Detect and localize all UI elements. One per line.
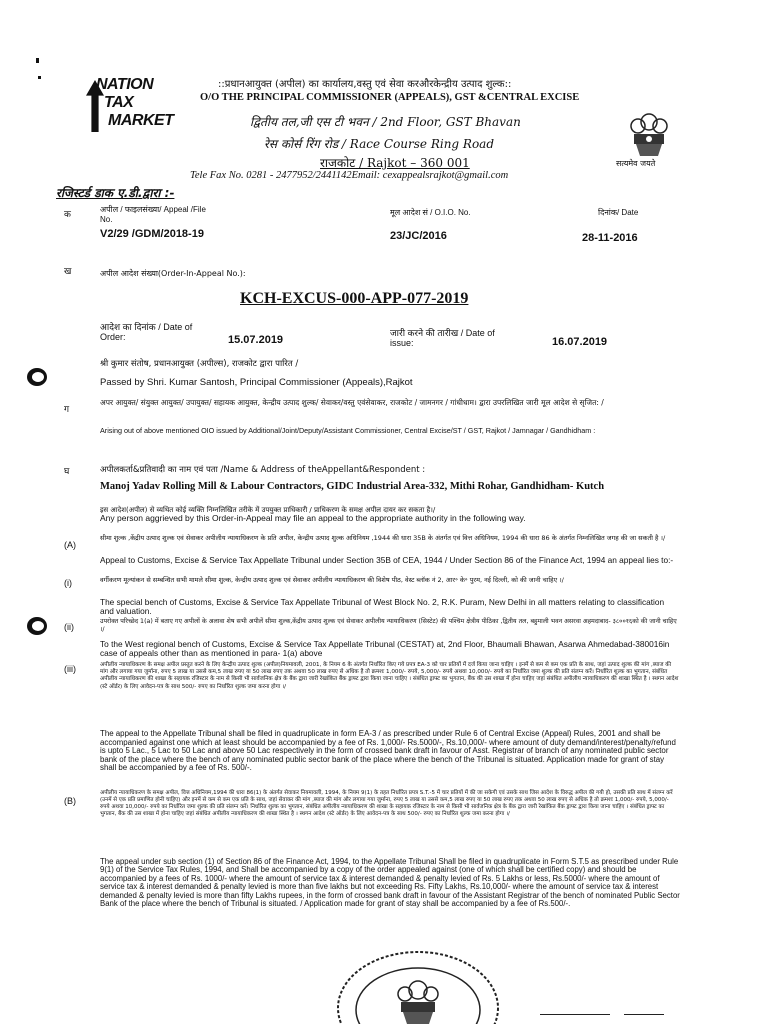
oio-label: मूल आदेश सं / O.I.O. No. — [390, 208, 471, 217]
hindi-office-title: ::प्रधानआयुक्त (अपील) का कार्यालय,वस्तु एवं सेवा करऔरकेन्द्रीय उत्पाद शुल्क:: — [218, 79, 512, 90]
section-ii-hindi: उपरोक्त परिच्छेद 1(a) में बताए गए अपीलों के अलावा शेष सभी अपीलें सीमा शुल्क,केंद्रीय उत्पाद शुल्क एवं सेवाकर अपीलीय न्यायाधिकरण (सिस्टेट) की पश्चिम क्षेत्रीय पीठिका ,द्वितीय तल, बहुमाली भवन असरवा अहमदाबाद- ३८००१६को की जानी चाहिए ।/ — [100, 618, 677, 633]
section-ii-english: To the West regional bench of Customs, Excise & Service Tax Appellate Tribunal (CESTAT) at, 2nd Floor, Bhaumali Bhawan, Asarwa Ahmedabad-380016in case of appeals other than as mentioned in para- 1(a) above — [100, 639, 670, 658]
punch-hole-top — [27, 368, 47, 386]
edge-mark — [38, 76, 41, 79]
order-in-appeal-number: KCH-EXCUS-000-APP-077-2019 — [240, 290, 469, 307]
registered-post-heading: रजिस्टर्ड डाक ए.डी.द्वारा :- — [56, 186, 175, 200]
section-a-label: (A) — [64, 540, 76, 550]
section-b-hindi: अपीलीय न्यायाधिकरण के समक्ष अपील, वित्त अधिनियम,1994 की धारा 86(1) के अंतर्गत सेवाकर नियमावली, 1994, के नियम 9(1) के तहत निर्धारित प्रपत्र S.T.-5 में चार प्रतियों में की जा सकेगी एवं उसके साथ जिस आदेश के विरुद्ध अपील की गयी हो, उसकी प्रति साथ में संलग्न करें (उनमें से एक प्रति प्रमाणित होनी चाहिए) और इनमें से कम से कम एक प्रति के साथ, जहां सेवाकर की मांग ,ब्याज की मांग और लगाया गया जुर्माना, रुपए 5 लाख या उससे कम,5 लाख रुपए या 50 लाख रुपए तक अथवा 50 लाख रुपए से अधिक है तो क्रमशः 1,000/- रुपये, 5,000/- रुपये अथवा 10,000/- रुपये का निर्धारित जमा शुल्क की प्रति संलग्न करें। निर्धारित शुल्क का भुगतान, संबंधित अपीलीय न्यायाधिकरण की शाखा के सहायक रजिस्टार के नाम से किसी भी सार्वजनिक क्षेत्र के बैंक द्वारा जारी रेखांकित बैंक ड्राफ्ट द्वारा किया जाना चाहिए । संबंधित ड्राफ्ट का भुगतान, बैंक की उस शाखा में होना चाहिए जहां संबंधित अपीलीय न्यायाधिकरण की शाखा स्थित है । स्थगन आदेश (स्टे ऑर्डर) के लिए आवेदन-पत्र के साथ 500/- रुपए का निर्धारित शुल्क जमा करना होगा ।/ — [100, 790, 673, 817]
label-ka: क — [64, 210, 71, 220]
city-address: राजकोट / Rajkot – 360 001 — [320, 156, 470, 170]
logo-line3: MARKET — [108, 112, 174, 129]
section-iii-label: (iii) — [64, 664, 76, 674]
issue-date: 16.07.2019 — [552, 336, 608, 348]
section-i-label: (i) — [64, 578, 72, 588]
punch-hole-bottom — [27, 617, 47, 635]
appeal-file-label: अपील / फाइलसंख्या/ Appeal /File No. — [100, 205, 206, 224]
official-seal-icon — [333, 948, 503, 1024]
section-b-english: The appeal under sub section (1) of Section 86 of the Finance Act, 1994, to the Appellate Tribunal Shall be filed in quadruplicate in Form S.T.5 as prescribed under Rule 9(1) of the Service Tax Rules, 1994, and Shall be accompanied by a copy of the order appealed against (one of which shall be certified copy) and should be accompanied by a fees of Rs. 1000/- where the amount of service tax & interest demanded & penalty levied of Rs. 5 Lakhs or less, Rs.5000/- where the amount of service tax & interest demanded & penalty levied is more than five lakhs but not exceeding Rs. Fifty Lakhs, Rs.10,000/- where the amount of service tax & interest demanded & penalty levied is more than fifty Lakhs rupees, in the form of crossed bank draft in favour of the Assistant Registrar of the bench of nominated Public Sector Bank of the place where the bench of Tribunal is situated. / Application made for grant of stay shall be accompanied by a fee of Rs.500/-. — [100, 857, 680, 909]
appellant-heading: अपीलकर्ता&प्रतिवादी का नाम एवं पता /Name & Address of theAppellant&Respondent : — [100, 465, 426, 475]
label-ga: ग — [64, 405, 70, 415]
contact-line: Tele Fax No. 0281 - 2477952/2441142Email: cexappealsrajkot@gmail.com — [190, 170, 509, 181]
appeal-file-number: V2/29 /GDM/2018-19 — [100, 228, 204, 240]
edge-mark — [36, 58, 39, 63]
signature-line — [540, 1014, 610, 1015]
order-date: 15.07.2019 — [228, 334, 284, 346]
section-ii-label: (ii) — [64, 622, 74, 632]
order-in-appeal-label: अपील आदेश संख्या(Order-In-Appeal No.): — [100, 269, 246, 278]
label-kha: ख — [64, 267, 72, 277]
english-office-title: O/O THE PRINCIPAL COMMISSIONER (APPEALS), GST &CENTRAL EXCISE — [200, 92, 580, 103]
section-b-label: (B) — [64, 796, 76, 806]
oio-date: 28-11-2016 — [582, 232, 638, 244]
section-iii-english: The appeal to the Appellate Tribunal shall be filed in quadruplicate in form EA-3 / as prescribed under Rule 6 of Central Excise (Appeal) Rules, 2001 and shall be accompanied against one which at least should be accompanied by a fee of Rs. 1,000/- Rs.5000/-, Rs.10,000/- where amount of duty demand/interest/penalty/refund is upto 5 Lac., 5 Lac to 50 Lac and above 50 Lac respectively in the form of crossed bank draft in favour of Asst. Registrar of branch of any nominated public sector bank of the place where the bench of any nominated public sector bank of the place where the bench of the Tribunal is situated. Application made for grant of stay shall be accompanied by a fee of Rs. 500/-. — [100, 729, 676, 773]
appellant-hindi-note: इस आदेश(अपील) से व्यथित कोई व्यक्ति निम्नलिखित तरीके में उपयुक्त प्राधिकारी / प्राधिकरण के समक्ष अपील दायर कर सकता है।/ — [100, 506, 436, 514]
arising-english: Arising out of above mentioned OIO issued by Additional/Joint/Deputy/Assistant Commissioner, Central Excise/ST / GST, Rajkot / Jamnagar / Gandhidham : — [100, 426, 596, 435]
date-label: दिनांक/ Date — [598, 208, 639, 217]
road-address: रेस कोर्स रिंग रोड / Race Course Ring Road — [264, 137, 495, 151]
floor-address: द्वितीय तल,जी एस टी भवन / 2nd Floor, GST Bhavan — [250, 115, 521, 129]
order-date-label: आदेश का दिनांक / Date of Order: — [100, 322, 193, 342]
nation-tax-market-logo — [86, 74, 186, 136]
appellant-english-note: Any person aggrieved by this Order-in-Appeal may file an appeal to the appropriate authority in the following way. — [100, 513, 526, 523]
passed-by-english: Passed by Shri. Kumar Santosh, Principal Commissioner (Appeals),Rajkot — [100, 377, 413, 388]
national-emblem-icon — [626, 110, 672, 158]
emblem-caption: सत्यमेव जयते — [616, 159, 656, 168]
section-i-english: The special bench of Customs, Excise & Service Tax Appellate Tribunal of West Block No. 2, R.K. Puram, New Delhi in all matters relating to classification and valuation. — [100, 597, 665, 616]
issue-date-label: जारी करने की तारीख / Date of issue: — [390, 328, 495, 348]
section-a-english: Appeal to Customs, Excise & Service Tax Appellate Tribunal under Section 35B of CEA, 1944 / Under Section 86 of the Finance Act, 1994 an appeal lies to:- — [100, 555, 674, 565]
section-i-hindi: वर्गीकरण मूल्यांकन से सम्बन्धित सभी मामले सीमा शुल्क, केन्द्रीय उत्पाद शुल्क एवं सेवाकर अपीलीय न्यायाधिकरण की विशेष पीठ, वेस्ट ब्लॉक नं 2, आर॰ के॰ पुरम, नई दिल्ली, को की जानी चाहिए ।/ — [100, 576, 564, 584]
arising-hindi: अपर आयुक्त/ संयुक्त आयुक्त/ उपायुक्त/ सहायक आयुक्त, केन्द्रीय उत्पाद शुल्क/ सेवाकर/वस्तु एवंसेवाकर, राजकोट / जामनगर / गांधीधाम। द्वारा उपरलिखित जारी मूल आदेश से सृजित: / — [100, 398, 604, 407]
logo-line1: NATION — [96, 76, 154, 93]
passed-by-hindi: श्री कुमार संतोष, प्रधानआयुक्त (अपील्स), राजकोट द्वारा पारित / — [100, 359, 299, 369]
oio-number: 23/JC/2016 — [390, 230, 447, 242]
signature-line — [624, 1014, 664, 1015]
label-gha: घ — [64, 467, 70, 477]
appellant-name: Manoj Yadav Rolling Mill & Labour Contractors, GIDC Industrial Area-332, Mithi Rohar, Gandhidham- Kutch — [100, 481, 605, 492]
logo-line2: TAX — [104, 94, 134, 111]
section-a-hindi: सीमा शुल्क ,केंद्रीय उत्पाद शुल्क एवं सेवाकर अपीलीय न्यायाधिकरण के प्रति अपील, केन्द्रीय उत्पाद शुल्क अधिनियम ,1944 की धारा 35B के अंतर्गत एवं वित्त अधिनियम, 1994 की धारा 86 के अंतर्गत निम्नलिखित जगह की जा सकती है ।/ — [100, 534, 666, 542]
section-iii-hindi: अपीलीय न्यायाधिकरण के समक्ष अपील प्रस्तुत करने के लिए केन्द्रीय उत्पाद शुल्क (अपील)नियमावली, 2001, के नियम 6 के अंतर्गत निर्धारित किए गये प्रपत्र EA-3 को चार प्रतियों में दर्ज किया जाना चाहिए । इनमें से कम से कम एक प्रति के साथ, जहां उत्पाद शुल्क की मांग ,ब्याज की मांग और लगाया गया जुर्माना, रुपए 5 लाख या उससे कम,5 लाख रुपए या 50 लाख रुपए तक अथवा 50 लाख रुपए से अधिक है तो क्रमशः 1,000/- रुपये, 5,000/- रुपये अथवा 10,000/- रुपये का निर्धारित जमा शुल्क की प्रति संलग्न करें। निर्धारित शुल्क का भुगतान, संबंधित अपीलीय न्यायाधिकरण की शाखा के सहायक रजिस्टार के नाम से किसी भी सार्वजनिक क्षेत्र के बैंक द्वारा जारी रेखांकित बैंक ड्राफ्ट द्वारा किया जाना चाहिए । संबंधित ड्राफ्ट का भुगतान, बैंक की उस शाखा में होना चाहिए जहां संबंधित अपीलीय न्यायाधिकरण की शाखा स्थित है । स्थगन आदेश (स्टे ऑर्डर) के लिए आवेदन-पत्र के साथ 500/- रुपए का निर्धारित शुल्क जमा करना होगा ।/ — [100, 662, 679, 690]
